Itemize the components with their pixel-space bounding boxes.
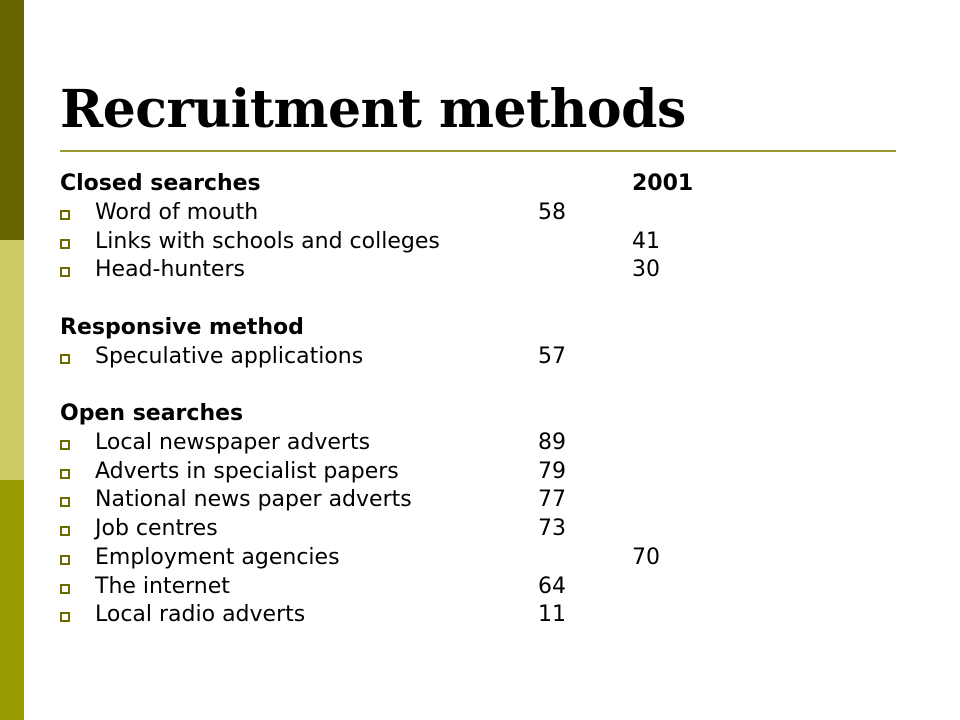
list-item (60, 228, 860, 257)
item-value: 64 (538, 573, 566, 599)
item-label: Head-hunters (95, 257, 245, 283)
slide-content (60, 170, 860, 630)
item-value: 57 (538, 343, 566, 369)
square-bullet-icon (60, 584, 70, 594)
item-label: Speculative applications (95, 343, 364, 369)
item-value: 30 (632, 257, 660, 283)
item-label: Adverts in specialist papers (95, 458, 399, 484)
square-bullet-icon (60, 210, 70, 220)
square-bullet-icon (60, 497, 70, 507)
item-value: 89 (538, 429, 566, 455)
section-heading-label: Responsive method (60, 314, 304, 340)
list-item (60, 544, 860, 573)
section-heading-label: Open searches (60, 401, 244, 426)
sidebar-bottom-band (0, 480, 24, 720)
square-bullet-icon (60, 526, 70, 536)
title-underline (60, 150, 896, 152)
list-item (60, 429, 860, 458)
year-column-header: 2001 (632, 171, 694, 196)
list-item (60, 515, 860, 544)
sidebar-middle-band (0, 240, 24, 480)
list-item (60, 343, 860, 372)
item-label: The internet (95, 573, 230, 599)
square-bullet-icon (60, 440, 70, 450)
square-bullet-icon (60, 354, 70, 364)
item-label: Employment agencies (95, 544, 340, 570)
square-bullet-icon (60, 555, 70, 565)
item-label: Local newspaper adverts (95, 429, 371, 455)
item-label: Word of mouth (95, 199, 259, 225)
slide-title: Recruitment methods (60, 79, 686, 140)
item-value: 11 (538, 602, 566, 628)
sidebar-top-band (0, 0, 24, 240)
item-label: Links with schools and colleges (95, 228, 440, 254)
section-spacer (60, 371, 860, 400)
slide-sidebar (0, 0, 24, 720)
list-item (60, 601, 860, 630)
section-heading-closed-searches (60, 170, 860, 199)
square-bullet-icon (60, 612, 70, 622)
item-label: National news paper adverts (95, 487, 412, 513)
list-item (60, 199, 860, 228)
list-item (60, 256, 860, 285)
item-value: 41 (632, 228, 660, 254)
square-bullet-icon (60, 267, 70, 277)
list-item (60, 458, 860, 487)
item-label: Job centres (95, 516, 218, 541)
item-value: 58 (538, 199, 566, 225)
list-item (60, 573, 860, 602)
item-value: 70 (632, 544, 660, 570)
section-heading-label: Closed searches (60, 171, 261, 196)
item-label: Local radio adverts (95, 602, 306, 628)
list-item (60, 486, 860, 515)
section-heading-responsive-method (60, 314, 860, 343)
item-value: 77 (538, 487, 566, 513)
item-value: 79 (538, 458, 566, 484)
item-value: 73 (538, 516, 566, 541)
square-bullet-icon (60, 469, 70, 479)
section-spacer (60, 285, 860, 314)
section-heading-open-searches (60, 400, 860, 429)
square-bullet-icon (60, 239, 70, 249)
